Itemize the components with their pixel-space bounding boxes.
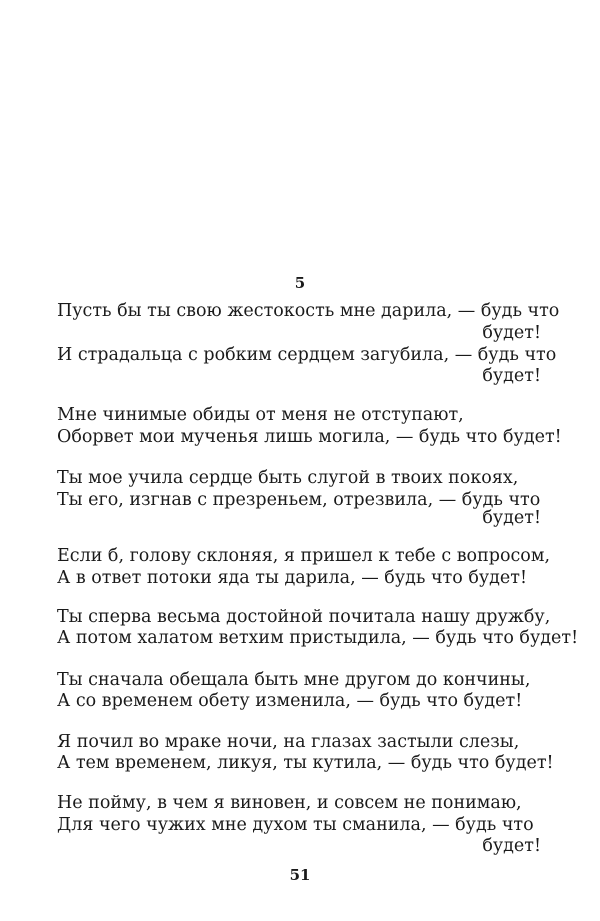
- verse-line: Ты его, изгнав с презреньем, отрезвила, — будь что: [57, 490, 541, 510]
- verse-line: Оборвет мои мученья лишь могила, — будь что будет!: [57, 427, 562, 447]
- verse-line-continuation: будет!: [482, 508, 541, 528]
- verse-line: Ты мое учила сердце быть слугой в твоих покоях,: [57, 468, 519, 488]
- verse-line: Если б, голову склоняя, я пришел к тебе с вопросом,: [57, 546, 551, 566]
- verse-line: Мне чинимые обиды от меня не отступают,: [57, 405, 464, 425]
- verse-line-continuation: будет!: [482, 323, 541, 343]
- verse-line: А потом халатом ветхим пристыдила, — будь что будет!: [57, 628, 579, 648]
- verse-line: Ты сперва весьма достойной почитала нашу дружбу,: [57, 607, 551, 627]
- verse-line: Не пойму, в чем я виновен, и совсем не понимаю,: [57, 793, 522, 813]
- verse-line: И страдальца с робким сердцем загубила, — будь что: [57, 345, 557, 365]
- verse-line-continuation: будет!: [482, 836, 541, 856]
- verse-line: Ты сначала обещала быть мне другом до кончины,: [57, 670, 531, 690]
- verse-line: Пусть бы ты свою жестокость мне дарила, — будь что: [57, 301, 560, 321]
- verse-line: А тем временем, ликуя, ты кутила, — будь что будет!: [57, 753, 554, 773]
- poem-number: 5: [294, 274, 306, 292]
- verse-line: Я почил во мраке ночи, на глазах застыли слезы,: [57, 732, 520, 752]
- verse-line: А в ответ потоки яда ты дарила, — будь что будет!: [57, 568, 528, 588]
- verse-line-continuation: будет!: [482, 366, 541, 386]
- page-number: 51: [289, 866, 311, 884]
- verse-line: А со временем обету изменила, — будь что будет!: [57, 691, 523, 711]
- verse-line: Для чего чужих мне духом ты сманила, — будь что: [57, 815, 534, 835]
